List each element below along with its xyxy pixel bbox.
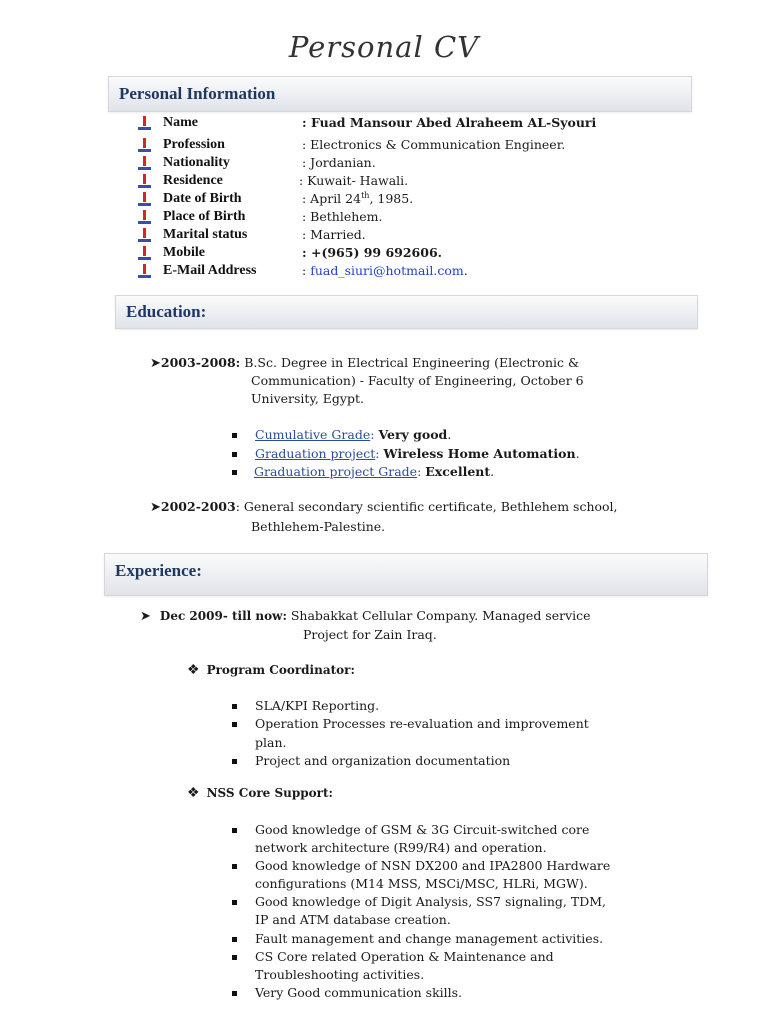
grade-value: Wireless Home Automation bbox=[383, 446, 576, 461]
info-label: Nationality bbox=[163, 155, 230, 170]
square-bullet-icon bbox=[232, 722, 237, 727]
section-heading-education: Education: bbox=[126, 302, 207, 321]
skill-line-continued: IP and ATM database creation. bbox=[255, 912, 451, 927]
info-value: : Married. bbox=[302, 227, 366, 242]
pin-bullet-icon bbox=[138, 246, 151, 260]
arrow-bullet-icon: ➤ bbox=[150, 500, 161, 515]
pin-bullet-icon bbox=[138, 192, 151, 206]
role-heading bbox=[187, 785, 333, 801]
role-title: NSS Core Support: bbox=[206, 786, 333, 800]
arrow-bullet-icon: ➤ bbox=[140, 609, 151, 624]
section-heading-experience: Experience: bbox=[115, 561, 202, 580]
grade-key[interactable]: Graduation project bbox=[255, 446, 376, 461]
role-title: Program Coordinator: bbox=[206, 663, 355, 677]
grade-value: Excellent bbox=[425, 464, 491, 479]
education-years: 2002-2003 bbox=[160, 499, 236, 514]
email-suffix: . bbox=[463, 263, 468, 278]
education-certificate-line: : General secondary scientific certificate, Bethlehem school, bbox=[235, 499, 618, 514]
info-value: : +(965) 99 692606. bbox=[302, 245, 442, 260]
skill-line-continued: network architecture (R99/R4) and operation. bbox=[255, 840, 547, 855]
skill-line: Good knowledge of NSN DX200 and IPA2800 Hardware bbox=[255, 858, 611, 873]
skill-line: Good knowledge of GSM & 3G Circuit-switched core bbox=[255, 822, 590, 837]
square-bullet-icon bbox=[232, 900, 237, 905]
square-bullet-icon bbox=[232, 937, 237, 942]
section-banner-education bbox=[115, 295, 698, 329]
square-bullet-icon bbox=[232, 955, 237, 960]
info-label: E-Mail Address bbox=[163, 263, 257, 278]
education-entry-1 bbox=[150, 355, 579, 371]
role-duty-continued: plan. bbox=[255, 735, 287, 750]
email-link[interactable]: fuad_siuri@hotmail.com bbox=[310, 263, 464, 278]
pin-bullet-icon bbox=[138, 138, 151, 152]
pin-bullet-icon bbox=[138, 156, 151, 170]
grade-value: Very good bbox=[378, 427, 448, 442]
arrow-bullet-icon: ➤ bbox=[150, 356, 161, 371]
role-heading bbox=[187, 662, 355, 678]
education-years: 2003-2008: bbox=[160, 355, 241, 370]
education-degree-line: University, Egypt. bbox=[251, 391, 364, 406]
info-value: : Electronics & Communication Engineer. bbox=[302, 137, 566, 152]
pin-bullet-icon bbox=[138, 174, 151, 188]
dob-year: , 1985. bbox=[369, 191, 414, 207]
info-value bbox=[302, 191, 413, 206]
pin-bullet-icon bbox=[138, 210, 151, 224]
diamond-bullet-icon: ❖ bbox=[187, 785, 200, 801]
pin-bullet-icon bbox=[138, 116, 151, 130]
square-bullet-icon bbox=[232, 828, 237, 833]
grade-key[interactable]: Graduation project Grade bbox=[254, 464, 418, 479]
role-duty: SLA/KPI Reporting. bbox=[255, 698, 380, 713]
section-heading-personal: Personal Information bbox=[119, 84, 276, 103]
experience-period: Dec 2009- till now: bbox=[159, 609, 287, 623]
pin-bullet-icon bbox=[138, 228, 151, 242]
skill-line-continued: configurations (M14 MSS, MSCi/MSC, HLRi, MGW). bbox=[255, 876, 588, 891]
info-value bbox=[302, 263, 468, 278]
skill-line: Very Good communication skills. bbox=[255, 985, 463, 1000]
square-bullet-icon bbox=[232, 433, 237, 438]
skill-line: Fault management and change management activities. bbox=[255, 931, 604, 946]
info-label: Marital status bbox=[163, 227, 248, 242]
role-duty: Operation Processes re-evaluation and improvement bbox=[255, 716, 589, 731]
grade-item-project: Graduation project: Wireless Home Automation. bbox=[232, 446, 557, 461]
dob-suffix: th bbox=[361, 191, 370, 200]
grade-key[interactable]: Cumulative Grade bbox=[255, 427, 371, 442]
experience-entry bbox=[140, 608, 591, 624]
education-degree-line: B.Sc. Degree in Electrical Engineering (Electronic & bbox=[240, 355, 580, 370]
info-label: Date of Birth bbox=[163, 191, 242, 206]
info-label: Place of Birth bbox=[163, 209, 246, 224]
skill-line: CS Core related Operation & Maintenance and bbox=[255, 949, 554, 964]
info-label: Profession bbox=[163, 137, 225, 152]
document-title: Personal CV bbox=[288, 30, 480, 64]
info-value: : Jordanian. bbox=[302, 155, 376, 170]
section-banner-experience bbox=[104, 553, 708, 596]
info-label: Name bbox=[163, 115, 198, 130]
role-duty: Project and organization documentation bbox=[255, 753, 511, 768]
grade-item-cumulative: Cumulative Grade: Very good. bbox=[232, 427, 428, 442]
square-bullet-icon bbox=[232, 470, 237, 475]
square-bullet-icon bbox=[232, 864, 237, 869]
dob-text: : April 24 bbox=[302, 191, 362, 207]
skill-line-continued: Troubleshooting activities. bbox=[255, 967, 425, 982]
square-bullet-icon bbox=[232, 452, 237, 457]
education-certificate-line: Bethlehem-Palestine. bbox=[251, 519, 386, 534]
experience-company: Shabakkat Cellular Company. Managed service bbox=[286, 608, 591, 623]
info-value: : Bethlehem. bbox=[302, 209, 383, 224]
education-entry-2 bbox=[150, 499, 618, 515]
email-prefix: : bbox=[302, 263, 311, 278]
info-label: Residence bbox=[163, 173, 223, 188]
pin-bullet-icon bbox=[138, 264, 151, 278]
square-bullet-icon bbox=[232, 991, 237, 996]
education-degree-line: Communication) - Faculty of Engineering, October 6 bbox=[251, 373, 584, 388]
grade-item-project-grade: Graduation project Grade: Excellent. bbox=[232, 464, 472, 479]
skill-line: Good knowledge of Digit Analysis, SS7 signaling, TDM, bbox=[255, 894, 607, 909]
square-bullet-icon bbox=[232, 704, 237, 709]
diamond-bullet-icon: ❖ bbox=[187, 662, 200, 678]
section-banner-personal bbox=[108, 76, 692, 112]
info-value: : Kuwait- Hawali. bbox=[299, 173, 409, 188]
experience-company: Project for Zain Iraq. bbox=[303, 627, 437, 642]
info-value: : Fuad Mansour Abed Alraheem AL-Syouri bbox=[302, 115, 597, 130]
square-bullet-icon bbox=[232, 759, 237, 764]
info-label: Mobile bbox=[163, 245, 205, 260]
